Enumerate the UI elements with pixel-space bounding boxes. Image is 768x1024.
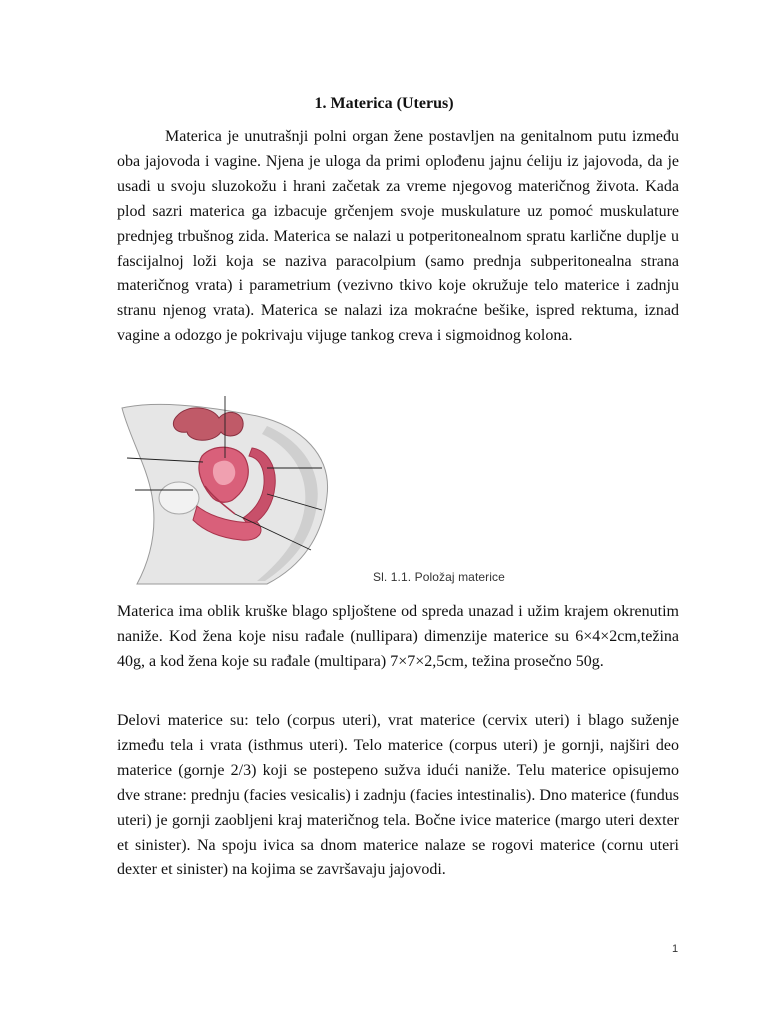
page-number: 1	[672, 943, 679, 955]
figure-uterus-position	[117, 386, 347, 586]
paragraph-intro: Materica je unutrašnji polni organ žene postavljen na genitalnom putu između oba jajovoda i vagine. Njena je uloga da primi oplođenu jajnu ćeliju iz jajovoda, da je usadi u svoju sluzokožu i hrani začetak za vreme njegovog materičnog života. Kada plod sazri materica ga izbacuje grčenjem svoje muskulature uz pomoć muskulature prednjeg trbušnog zida. Materica se nalazi u potperitonealnom spratu karlične duplje u fascijalnoj loži koja se naziva paracolpium (samo prednja subperitonealna strana materičnog vrata) i parametrium (vezivno tkivo koje okružuje telo materice i zadnju stranu njenog vrata). Materica se nalazi iza mokraćne bešike, ispred rektuma, iznad vagine a odozgo je pokrivaju vijuge tankog creva i sigmoidnog kolona.	[117, 128, 679, 345]
paragraph-parts: Delovi materice su: telo (corpus uteri), vrat materice (cervix uteri) i blago suženje između tela i vrata (isthmus uteri). Telo materice (corpus uteri) je gornji, najširi deo materice (gornje 2/3) koji se postepeno sužva idući naniže. Telu materice opisujemo dve strane: prednju (facies vesicalis) i zadnju (facies intestinalis). Dno materice (fundus uteri) je gornji zaobljeni kraj materičnog tela. Bočne ivice materice (margo uteri dexter et sinister). Na spoju ivica sa dnom materice nalaze se rogovi materice (cornu uteri dexter et sinister) na kojima se završavaju jajovodi.	[117, 712, 679, 879]
page-title: 1. Materica (Uterus)	[314, 95, 454, 112]
paragraph-shape: Materica ima oblik kruške blago spljoštene od spreda unazad i užim krajem okrenutim naniže. Kod žena koje nisu rađale (nullipara) dimenzije materice su 6×4×2cm,težina 40g, a kod žena koje su rađale (multipara) 7×7×2,5cm, težina prosečno 50g.	[117, 603, 679, 670]
anatomy-illustration	[117, 386, 347, 586]
bladder	[159, 482, 199, 514]
figure-caption: Sl. 1.1. Položaj materice	[373, 570, 505, 584]
